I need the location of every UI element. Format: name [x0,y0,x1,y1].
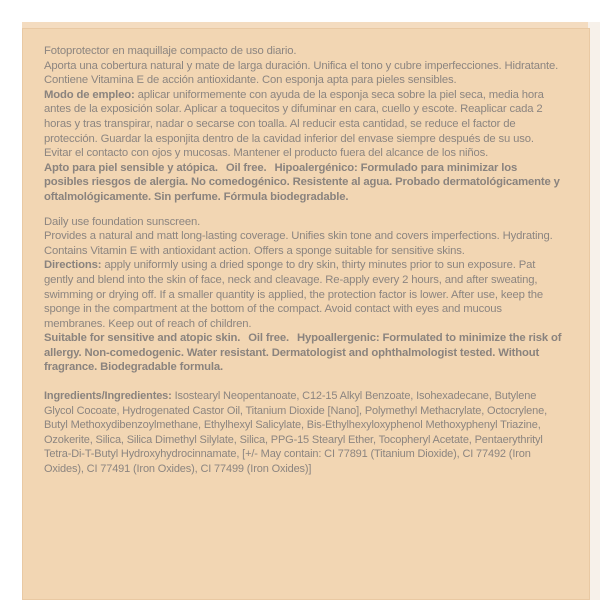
ingredients-heading: Ingredients/Ingredientes: [44,390,172,403]
english-claim: Oil free. [248,332,290,345]
english-claim: Hypoallergenic: Formulated to minimize the risk of allergy. [44,332,562,359]
spanish-usage [44,88,564,161]
spanish-claims [44,161,564,205]
spanish-intro-line: Contiene Vitamina E de acción antioxidante. Con esponja apta para pieles sensibles. [44,74,457,87]
spanish-claim: Hipoalergénico: Formulado para minimizar los posibles riesgos de alergia. [44,161,518,189]
english-intro-line: Contains Vitamin E with antioxidant action. Offers a sponge suitable for sensitive skins. [44,244,465,257]
ingredients-text: Isostearyl Neopentanoate, C12-15 Alkyl Benzoate, Isohexadecane, Butylene Glycol Cocoate, Hydrogenated Castor Oil, Titanium Dioxide [Nano], Polymethyl Methacrylate, Octocrylene, Butyl Methoxydibenzoylmethane, Ethylhexyl Salicylate, Bis-Ethylhexyloxyphenol Methoxyphenyl Triazine, Ozokerite, Silica, Silica Dimethyl Silylate, Silica, PPG-15 Stearyl Ether, Tocopheryl Acetate, Pentaerythrityl Tetra-Di-T-Butyl Hydroxyhydrocinnamate, [+/- May contain: CI 77891 (Titanium Dioxide), CI 77492 (Iron Oxides), CI 77491 (Iron Oxides), CI 77499 (Iron Oxides)] [44,390,547,476]
spanish-claim: Oil free. [225,161,267,174]
english-claims [44,331,564,375]
spanish-usage-text: aplicar uniformemente con ayuda de la esponja seca sobre la piel seca, media hora antes de la exposición solar. Aplicar a toquecitos y difuminar en cara, cuello y escote. Reaplicar cada 2 horas y tras transpirar, nadar o secarse con toalla. Al reducir esta cantidad, se reduce el factor de protección. Guardar la esponjita dentro de la cavidad inferior del envase siempre después de su uso. Evitar el contacto con ojos y mucosas. Mantener el producto fuera del alcance de los niños. [44,88,544,160]
spanish-intro-line: Fotoprotector en maquillaje compacto de uso diario. [44,45,297,57]
english-usage-heading: Directions: [44,259,102,272]
english-claim: Non-comedogenic. Water resistant. Dermatologist and ophthalmologist tested. Without fragrance. Biodegradable formula. [44,346,540,374]
ingredients-block [44,389,564,477]
english-intro-line: Provides a natural and matt long-lasting coverage. Unifies skin tone and covers imperfections. Hydrating. [44,230,553,243]
english-intro-line: Daily use foundation sunscreen. [44,215,201,228]
english-usage [44,258,564,331]
english-section [44,215,564,376]
english-claim: Suitable for sensitive and atopic skin. [44,332,241,345]
spanish-claim: No comedogénico. Resistente al agua. Probado dermatológicamente y oftalmológicamente. Sin perfume. Fórmula biodegradable. [44,176,560,203]
spanish-intro-line: Aporta una cobertura natural y mate de larga duración. Unifica el tono y cubre imperfecciones. Hidratante. [44,59,559,72]
english-usage-text: apply uniformly using a dried sponge to dry skin, thirty minutes prior to sun exposure. Pat gently and blend into the skin of face, neck and cleavage. Re-apply every 2 hours, and after sweating, swimming or drying off. If a smaller quantity is applied, the protection factor is lower. After use, keep the sponge in the compartment at the bottom of the compact. Avoid contact with eyes and mucous membranes. Keep out of reach of children. [44,259,543,330]
spanish-claim: Apto para piel sensible y atópica. [44,161,218,174]
label-text [44,44,564,477]
spanish-section [44,44,564,205]
spanish-usage-heading: Modo de empleo: [44,88,135,101]
